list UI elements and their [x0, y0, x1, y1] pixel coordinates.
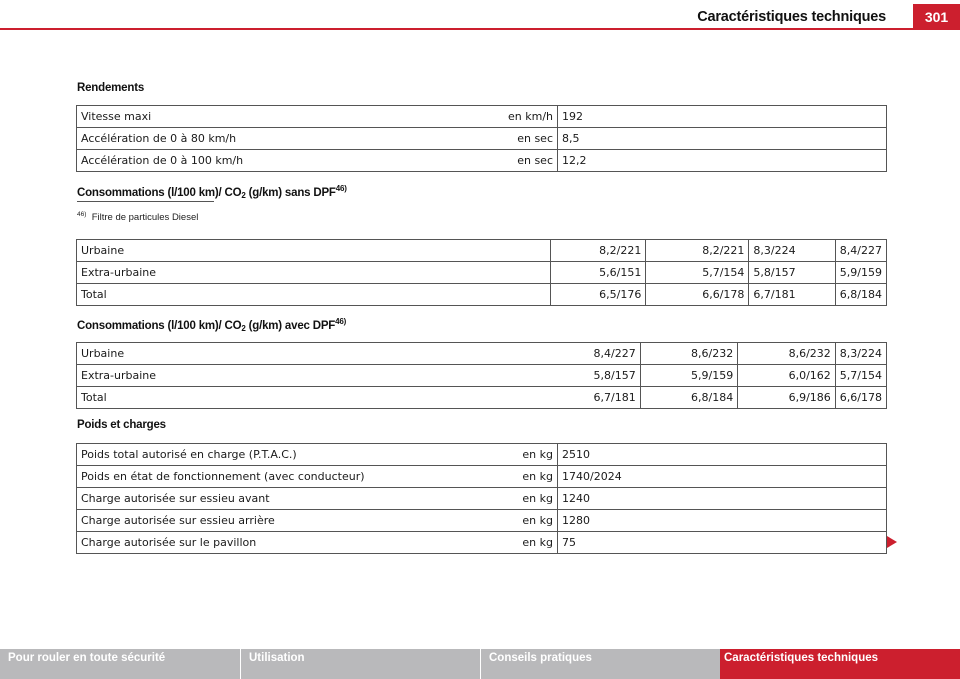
row-value: 1740/2024: [558, 466, 887, 488]
footnote-ref: 46): [335, 317, 347, 326]
title-text: Consommations (l/100 km)/ CO: [77, 319, 242, 332]
cell-value: 5,9/159: [640, 365, 738, 387]
cell-value: 5,7/154: [646, 262, 749, 284]
table-row: [77, 510, 887, 532]
row-value: 12,2: [558, 150, 887, 172]
row-label: Charge autorisée sur essieu avant: [77, 488, 484, 510]
footnote-rule: [77, 201, 214, 202]
table-row: [77, 365, 887, 387]
row-label: Urbaine: [77, 240, 551, 262]
page-number: 301: [913, 4, 960, 28]
title-subscript: 2: [241, 190, 246, 200]
cell-value: 8,3/224: [835, 343, 886, 365]
row-unit: en sec: [484, 128, 558, 150]
table-row: [77, 106, 887, 128]
cell-value: 5,6/151: [551, 262, 646, 284]
table-row: [77, 262, 887, 284]
cell-value: 8,3/224: [749, 240, 835, 262]
footer-tab-conseils[interactable]: Conseils pratiques: [480, 649, 720, 679]
cell-value: 8,2/221: [646, 240, 749, 262]
row-label: Extra-urbaine: [77, 262, 551, 284]
cell-value: 8,6/232: [640, 343, 738, 365]
conso-sans-dpf-table: [76, 239, 887, 306]
section-title-poids: Poids et charges: [77, 419, 166, 431]
section-title-rendements: Rendements: [77, 82, 145, 94]
cell-value: 8,2/221: [551, 240, 646, 262]
footnote: [77, 211, 198, 223]
row-unit: en kg: [484, 510, 558, 532]
conso-avec-dpf-table: [76, 342, 887, 409]
row-unit: en km/h: [484, 106, 558, 128]
cell-value: 6,8/184: [835, 284, 886, 306]
row-label: Charge autorisée sur essieu arrière: [77, 510, 484, 532]
row-value: 75: [558, 532, 887, 554]
table-row: [77, 532, 887, 554]
title-subscript: 2: [241, 323, 246, 333]
table-row: [77, 343, 887, 365]
row-value: 1240: [558, 488, 887, 510]
cell-value: 6,9/186: [738, 387, 836, 409]
poids-table: [76, 443, 887, 554]
title-text: Consommations (l/100 km)/ CO: [77, 186, 242, 199]
row-value: 8,5: [558, 128, 887, 150]
row-label: Poids en état de fonctionnement (avec conducteur): [77, 466, 484, 488]
table-row: [77, 240, 887, 262]
cell-value: 5,9/159: [835, 262, 886, 284]
cell-value: 5,8/157: [749, 262, 835, 284]
row-label: Vitesse maxi: [77, 106, 484, 128]
cell-value: 8,6/232: [738, 343, 836, 365]
row-label: Poids total autorisé en charge (P.T.A.C.): [77, 444, 484, 466]
row-label: Charge autorisée sur le pavillon: [77, 532, 484, 554]
cell-value: 6,7/181: [749, 284, 835, 306]
cell-value: 6,8/184: [640, 387, 738, 409]
row-label: Total: [77, 284, 551, 306]
cell-value: 8,4/227: [529, 343, 640, 365]
footnote-ref: 46): [335, 184, 347, 193]
chapter-title: Caractéristiques techniques: [697, 9, 886, 25]
section-title-conso-sans-dpf: [77, 184, 347, 200]
row-unit: en sec: [484, 150, 558, 172]
row-unit: en kg: [484, 532, 558, 554]
table-row: [77, 150, 887, 172]
table-row: [77, 128, 887, 150]
cell-value: 6,0/162: [738, 365, 836, 387]
table-row: [77, 466, 887, 488]
footnote-marker: 46): [77, 211, 87, 218]
cell-value: 6,6/178: [835, 387, 886, 409]
row-unit: en kg: [484, 444, 558, 466]
section-title-conso-avec-dpf: [77, 317, 346, 333]
row-label: Accélération de 0 à 100 km/h: [77, 150, 484, 172]
rendements-table: [76, 105, 887, 172]
row-value: 2510: [558, 444, 887, 466]
row-label: Extra-urbaine: [77, 365, 529, 387]
table-row: [77, 387, 887, 409]
row-unit: en kg: [484, 466, 558, 488]
title-text: (g/km) sans DPF: [245, 186, 336, 199]
footer-tab-caracteristiques[interactable]: Caractéristiques techniques: [720, 649, 960, 679]
title-text: (g/km) avec DPF: [245, 319, 336, 332]
table-row: [77, 444, 887, 466]
table-row: [77, 284, 887, 306]
footer-tab-securite[interactable]: Pour rouler en toute sécurité: [0, 649, 240, 679]
footnote-text: Filtre de particules Diesel: [91, 212, 199, 224]
cell-value: 5,8/157: [529, 365, 640, 387]
header-rule: [0, 28, 960, 30]
row-label: Accélération de 0 à 80 km/h: [77, 128, 484, 150]
footer-nav: [0, 649, 960, 679]
cell-value: 8,4/227: [835, 240, 886, 262]
continue-arrow-icon[interactable]: [887, 536, 897, 548]
row-label: Total: [77, 387, 529, 409]
footer-tab-utilisation[interactable]: Utilisation: [240, 649, 480, 679]
cell-value: 6,5/176: [551, 284, 646, 306]
row-value: 1280: [558, 510, 887, 532]
cell-value: 6,6/178: [646, 284, 749, 306]
table-row: [77, 488, 887, 510]
cell-value: 6,7/181: [529, 387, 640, 409]
row-label: Urbaine: [77, 343, 529, 365]
cell-value: 5,7/154: [835, 365, 886, 387]
row-value: 192: [558, 106, 887, 128]
row-unit: en kg: [484, 488, 558, 510]
